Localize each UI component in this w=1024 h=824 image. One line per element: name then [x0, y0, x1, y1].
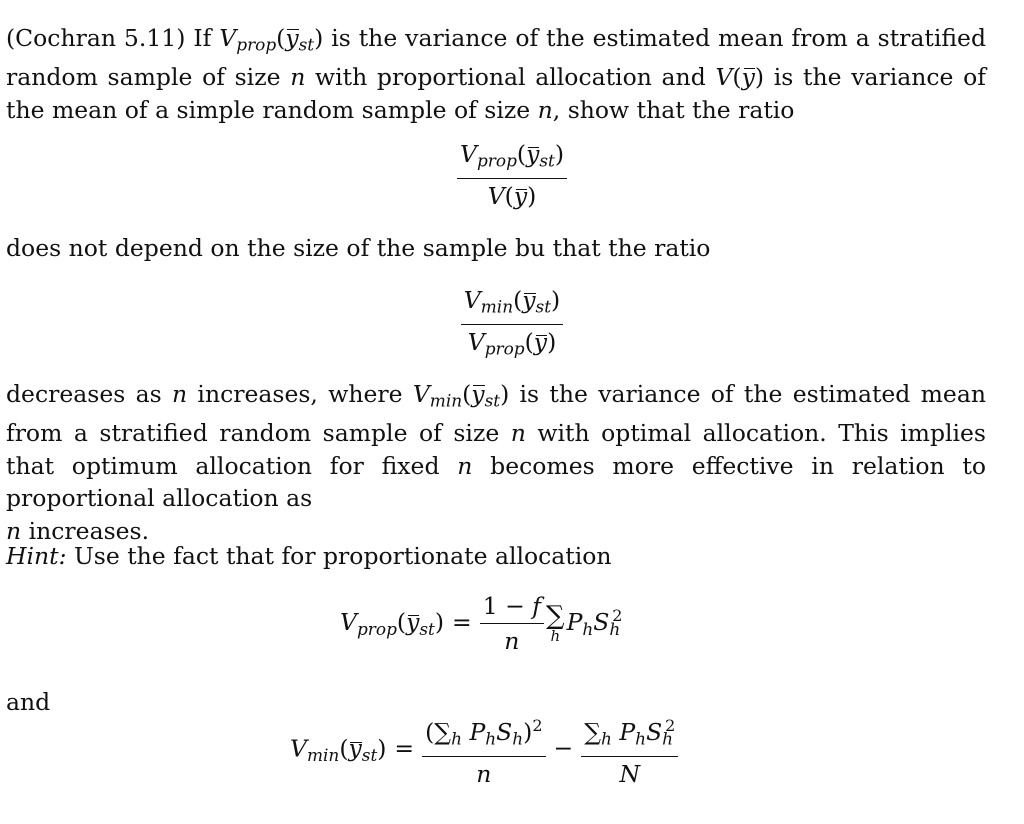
math-ybar: y — [742, 61, 755, 94]
paragraph-optimal-allocation: decreases as n increases, where $V_{min}(y_{st})$ is the variance of the estimated mean from a stratified random sample of size n with optimal allocation. This implies that optimum allocation for fixed n becomes more effective in relation to proportional allocation as n increases. — [6, 380, 986, 545]
fraction — [480, 592, 544, 655]
fraction-denominator: n — [504, 627, 520, 656]
hint-text: Use the fact that for proportionate allocation — [66, 542, 612, 570]
math-ybar: y — [285, 22, 298, 55]
paragraph-ratio-independence — [6, 232, 986, 265]
math-symbol: n — [290, 63, 306, 92]
problem-statement: (Cochran 5.11) If $V_{prop}(y_{st})$ is the variance of the estimated mean from a stratified random sample of size n with proportional allocation and V(y) is the variance of the mean of a simple random sample of size n, show that the ratio — [6, 24, 987, 124]
math-subscript: st — [298, 34, 315, 55]
math-symbol: n — [510, 419, 526, 448]
text-run: with proportional allocation and — [305, 63, 716, 92]
equation-vmin: $V_{min}(y_{st})$ = $\frac{(\sum_h P_hS_h)^2}{n}$ − $\frac{\sum_h P_hS_h^2}{N}$ — [290, 712, 678, 788]
fraction-denominator: V(y) — [487, 181, 537, 210]
math-symbol: V — [412, 380, 430, 408]
text-run: increases. — [21, 516, 150, 545]
text-run: is the variance of the mean of a simple random sample of size — [6, 63, 986, 124]
summation: ∑ h — [546, 601, 565, 646]
text-run: is the variance of the estimated mean from a stratified random sample of size — [6, 380, 986, 448]
fraction-denominator: n — [476, 759, 492, 788]
math-symbol: n — [171, 380, 188, 408]
text-run: and — [6, 688, 51, 716]
math-symbol: n — [457, 451, 473, 480]
equals-sign: = — [452, 608, 472, 637]
math-subscript: st — [484, 390, 501, 411]
fraction — [461, 286, 563, 363]
text-run: (Cochran 5.11) If — [6, 24, 220, 52]
fraction — [422, 712, 545, 788]
fraction — [581, 712, 678, 788]
text-run: with optimal allocation. This implies that optimum allocation for fixed — [6, 419, 986, 480]
math-subscript: prop — [236, 34, 277, 55]
fraction-numerator: 1 − f — [480, 592, 544, 624]
text-run: increases, where — [187, 380, 413, 408]
fraction-numerator: ($\sum_h$ $P_hS_h)^2$ — [422, 712, 545, 757]
fraction-numerator: $\sum_h$ $P_hS_h^2$ — [581, 712, 678, 757]
ratio-prop-over-srs — [0, 140, 1024, 210]
ratio-min-over-prop — [0, 286, 1024, 363]
fraction-denominator: N — [619, 759, 640, 788]
fraction-denominator: $V_{prop}(y)$ — [467, 327, 557, 359]
fraction-numerator: $V_{prop}(y_{st})$ — [457, 140, 567, 179]
math-symbol: V — [715, 63, 733, 92]
text-run: does not depend on the size of the sample bu that the ratio — [6, 234, 711, 262]
equals-sign: = — [394, 734, 415, 763]
math-ybar: y — [471, 378, 484, 411]
math-subscript: min — [429, 390, 463, 411]
hint-line — [6, 540, 986, 573]
text-run: , show that the ratio — [552, 95, 795, 124]
text-run: becomes more effective in relation to proportional allocation as — [6, 451, 986, 513]
minus-sign: − — [553, 734, 574, 763]
hint-label: Hint: — [6, 542, 67, 570]
equation-vprop: $V_{prop}(y_{st})$ = $\frac{1 - f}{n}$ ∑ h $P_hS_h^2$ — [340, 592, 623, 656]
math-symbol: V — [219, 24, 237, 52]
math-symbol: n — [537, 95, 553, 124]
fraction — [457, 140, 567, 210]
fraction-numerator: $V_{min}(y_{st})$ — [461, 286, 563, 325]
text-run: is the variance of the estimated mean from a stratified random sample of size — [6, 24, 987, 92]
text-run: decreases as — [6, 380, 172, 408]
math-symbol: n — [6, 516, 22, 545]
